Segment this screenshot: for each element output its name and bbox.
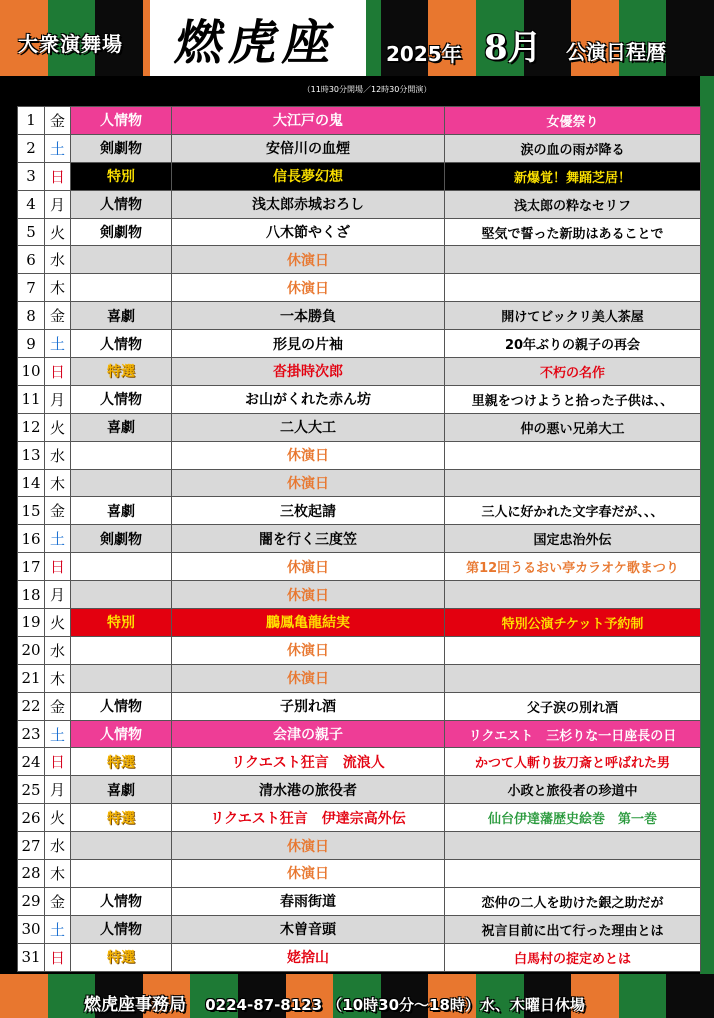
play-title: 大江戸の鬼 xyxy=(172,107,445,135)
genre: 人情物 xyxy=(71,107,172,135)
play-note: 不朽の名作 xyxy=(445,358,701,386)
weekday: 金 xyxy=(45,692,71,720)
play-note xyxy=(445,832,701,860)
genre: 人情物 xyxy=(71,692,172,720)
weekday: 木 xyxy=(45,274,71,302)
schedule-table xyxy=(17,106,701,972)
day-number: 18 xyxy=(18,581,45,609)
genre: 人情物 xyxy=(71,720,172,748)
play-note: 小政と旅役者の珍道中 xyxy=(445,776,701,804)
weekday: 日 xyxy=(45,553,71,581)
play-title: 三枚起請 xyxy=(172,497,445,525)
schedule-row xyxy=(18,776,701,804)
weekday: 日 xyxy=(45,358,71,386)
schedule-row xyxy=(18,720,701,748)
weekday: 土 xyxy=(45,330,71,358)
weekday: 水 xyxy=(45,832,71,860)
day-number: 11 xyxy=(18,385,45,413)
genre: 特別 xyxy=(71,162,172,190)
day-number: 4 xyxy=(18,190,45,218)
play-note: かつて人斬り抜刀斎と呼ばれた男 xyxy=(445,748,701,776)
schedule-row xyxy=(18,581,701,609)
schedule-row xyxy=(18,107,701,135)
genre: 人情物 xyxy=(71,915,172,943)
play-note xyxy=(445,581,701,609)
play-title: 鵬鳳亀龍結実 xyxy=(172,609,445,637)
play-note xyxy=(445,441,701,469)
weekday: 月 xyxy=(45,581,71,609)
play-title: 闇を行く三度笠 xyxy=(172,525,445,553)
weekday: 日 xyxy=(45,943,71,971)
genre: 特選 xyxy=(71,943,172,971)
weekday: 火 xyxy=(45,413,71,441)
office-name: 燃虎座事務局 xyxy=(84,995,186,1015)
venue-name: 大衆演舞場 xyxy=(18,32,123,56)
day-number: 9 xyxy=(18,330,45,358)
play-note xyxy=(445,274,701,302)
genre xyxy=(71,636,172,664)
day-number: 5 xyxy=(18,218,45,246)
genre: 人情物 xyxy=(71,330,172,358)
play-title: 休演日 xyxy=(172,581,445,609)
schedule-body xyxy=(18,107,701,972)
genre: 特選 xyxy=(71,748,172,776)
weekday: 月 xyxy=(45,190,71,218)
theater-logo xyxy=(150,0,366,76)
genre: 特別 xyxy=(71,609,172,637)
weekday: 土 xyxy=(45,720,71,748)
side-stripe xyxy=(700,76,714,974)
weekday: 金 xyxy=(45,887,71,915)
day-number: 7 xyxy=(18,274,45,302)
theater-logo-text: 燃虎座 xyxy=(171,14,344,71)
schedule-row xyxy=(18,469,701,497)
play-title: 会津の親子 xyxy=(172,720,445,748)
schedule-row xyxy=(18,246,701,274)
weekday: 金 xyxy=(45,107,71,135)
day-number: 25 xyxy=(18,776,45,804)
play-title: 子別れ酒 xyxy=(172,692,445,720)
play-title: 休演日 xyxy=(172,636,445,664)
play-note xyxy=(445,246,701,274)
weekday: 日 xyxy=(45,748,71,776)
play-title: 浅太郎赤城おろし xyxy=(172,190,445,218)
genre: 喜劇 xyxy=(71,302,172,330)
play-note xyxy=(445,664,701,692)
play-title: 休演日 xyxy=(172,553,445,581)
genre: 特選 xyxy=(71,804,172,832)
genre: 特選 xyxy=(71,358,172,386)
day-number: 14 xyxy=(18,469,45,497)
play-note: 新爆覚！舞踊芝居！ xyxy=(445,162,701,190)
weekday: 木 xyxy=(45,469,71,497)
schedule-row xyxy=(18,162,701,190)
weekday: 水 xyxy=(45,636,71,664)
schedule-row xyxy=(18,553,701,581)
genre: 喜劇 xyxy=(71,413,172,441)
weekday: 土 xyxy=(45,134,71,162)
play-title: リクエスト狂言 流浪人 xyxy=(172,748,445,776)
play-note xyxy=(445,860,701,888)
play-note: 堅気で誓った新助はあることで xyxy=(445,218,701,246)
play-note: 恋仲の二人を助けた銀之助だが xyxy=(445,887,701,915)
play-title: 休演日 xyxy=(172,441,445,469)
schedule-row xyxy=(18,804,701,832)
play-title: 信長夢幻想 xyxy=(172,162,445,190)
weekday: 木 xyxy=(45,664,71,692)
day-number: 2 xyxy=(18,134,45,162)
genre xyxy=(71,246,172,274)
day-number: 15 xyxy=(18,497,45,525)
schedule-title: 公演日程暦 xyxy=(566,40,666,64)
day-number: 20 xyxy=(18,636,45,664)
schedule-row xyxy=(18,358,701,386)
play-title: 休演日 xyxy=(172,246,445,274)
schedule-row xyxy=(18,525,701,553)
play-note: 開けてビックリ美人茶屋 xyxy=(445,302,701,330)
genre: 剣劇物 xyxy=(71,218,172,246)
genre xyxy=(71,274,172,302)
day-number: 31 xyxy=(18,943,45,971)
weekday: 土 xyxy=(45,525,71,553)
play-note: 父子涙の別れ酒 xyxy=(445,692,701,720)
play-note: 白馬村の掟定めとは xyxy=(445,943,701,971)
day-number: 17 xyxy=(18,553,45,581)
weekday: 火 xyxy=(45,804,71,832)
day-number: 26 xyxy=(18,804,45,832)
play-note: 涙の血の雨が降る xyxy=(445,134,701,162)
day-number: 8 xyxy=(18,302,45,330)
schedule-row xyxy=(18,832,701,860)
play-title: 姥捨山 xyxy=(172,943,445,971)
schedule-year: 2025年 xyxy=(386,42,462,66)
day-number: 12 xyxy=(18,413,45,441)
play-note xyxy=(445,469,701,497)
schedule-row xyxy=(18,190,701,218)
weekday: 日 xyxy=(45,162,71,190)
day-number: 6 xyxy=(18,246,45,274)
schedule-month: 8月 xyxy=(484,28,542,68)
day-number: 1 xyxy=(18,107,45,135)
play-title: 沓掛時次郎 xyxy=(172,358,445,386)
genre: 人情物 xyxy=(71,190,172,218)
weekday: 火 xyxy=(45,609,71,637)
genre xyxy=(71,553,172,581)
play-title: 一本勝負 xyxy=(172,302,445,330)
weekday: 火 xyxy=(45,218,71,246)
weekday: 水 xyxy=(45,441,71,469)
schedule-row xyxy=(18,274,701,302)
day-number: 10 xyxy=(18,358,45,386)
schedule-row xyxy=(18,609,701,637)
genre xyxy=(71,664,172,692)
weekday: 土 xyxy=(45,915,71,943)
schedule-row xyxy=(18,302,701,330)
play-title: お山がくれた赤ん坊 xyxy=(172,385,445,413)
schedule-row xyxy=(18,748,701,776)
play-title: リクエスト狂言 伊達宗高外伝 xyxy=(172,804,445,832)
day-number: 30 xyxy=(18,915,45,943)
play-title: 休演日 xyxy=(172,664,445,692)
schedule-row xyxy=(18,887,701,915)
schedule-row xyxy=(18,943,701,971)
schedule-row xyxy=(18,915,701,943)
weekday: 水 xyxy=(45,246,71,274)
schedule-row xyxy=(18,497,701,525)
schedule-row xyxy=(18,385,701,413)
genre: 剣劇物 xyxy=(71,525,172,553)
schedule-row xyxy=(18,860,701,888)
day-number: 29 xyxy=(18,887,45,915)
play-note: 仙台伊達藩歴史絵巻 第一巻 xyxy=(445,804,701,832)
play-title: 休演日 xyxy=(172,860,445,888)
day-number: 21 xyxy=(18,664,45,692)
play-note: 浅太郎の粋なセリフ xyxy=(445,190,701,218)
genre: 人情物 xyxy=(71,385,172,413)
day-number: 24 xyxy=(18,748,45,776)
weekday: 木 xyxy=(45,860,71,888)
genre: 喜劇 xyxy=(71,497,172,525)
weekday: 月 xyxy=(45,776,71,804)
play-title: 休演日 xyxy=(172,832,445,860)
play-title: 春雨街道 xyxy=(172,887,445,915)
genre: 喜劇 xyxy=(71,776,172,804)
day-number: 27 xyxy=(18,832,45,860)
play-note: 国定忠治外伝 xyxy=(445,525,701,553)
play-title: 形見の片袖 xyxy=(172,330,445,358)
day-number: 19 xyxy=(18,609,45,637)
genre xyxy=(71,469,172,497)
office-hours: （10時30分～18時）水、木曜日休場 xyxy=(327,996,585,1014)
play-title: 安倍川の血煙 xyxy=(172,134,445,162)
footer-contact xyxy=(84,990,585,1015)
play-note: 20年ぶりの親子の再会 xyxy=(445,330,701,358)
day-number: 13 xyxy=(18,441,45,469)
play-title: 休演日 xyxy=(172,469,445,497)
play-note: 女優祭り xyxy=(445,107,701,135)
play-title: 清水港の旅役者 xyxy=(172,776,445,804)
weekday: 金 xyxy=(45,302,71,330)
play-note: 特別公演チケット予約制 xyxy=(445,609,701,637)
day-number: 3 xyxy=(18,162,45,190)
genre: 剣劇物 xyxy=(71,134,172,162)
weekday: 金 xyxy=(45,497,71,525)
schedule-row xyxy=(18,218,701,246)
genre: 人情物 xyxy=(71,887,172,915)
play-note: リクエスト 三杉りな一日座長の日 xyxy=(445,720,701,748)
hours-note: （11時30分開場／12時30分開演） xyxy=(302,85,432,94)
play-title: 八木節やくざ xyxy=(172,218,445,246)
genre xyxy=(71,581,172,609)
play-note xyxy=(445,636,701,664)
office-phone: 0224-87-8123 xyxy=(205,996,323,1014)
schedule-row xyxy=(18,664,701,692)
schedule-row xyxy=(18,441,701,469)
play-note: 里親をつけようと拾った子供は、、 xyxy=(445,385,701,413)
play-note: 祝言目前に出て行った理由とは xyxy=(445,915,701,943)
day-number: 28 xyxy=(18,860,45,888)
play-title: 木曽音頭 xyxy=(172,915,445,943)
play-note: 第12回うるおい亭カラオケ歌まつり xyxy=(445,553,701,581)
day-number: 22 xyxy=(18,692,45,720)
schedule-row xyxy=(18,692,701,720)
genre xyxy=(71,832,172,860)
day-number: 23 xyxy=(18,720,45,748)
weekday: 月 xyxy=(45,385,71,413)
schedule-row xyxy=(18,413,701,441)
play-title: 休演日 xyxy=(172,274,445,302)
genre xyxy=(71,441,172,469)
schedule-row xyxy=(18,636,701,664)
play-title: 二人大工 xyxy=(172,413,445,441)
schedule-row xyxy=(18,330,701,358)
play-note: 仲の悪い兄弟大工 xyxy=(445,413,701,441)
day-number: 16 xyxy=(18,525,45,553)
play-note: 三人に好かれた文字春だが、、、 xyxy=(445,497,701,525)
schedule-row xyxy=(18,134,701,162)
genre xyxy=(71,860,172,888)
